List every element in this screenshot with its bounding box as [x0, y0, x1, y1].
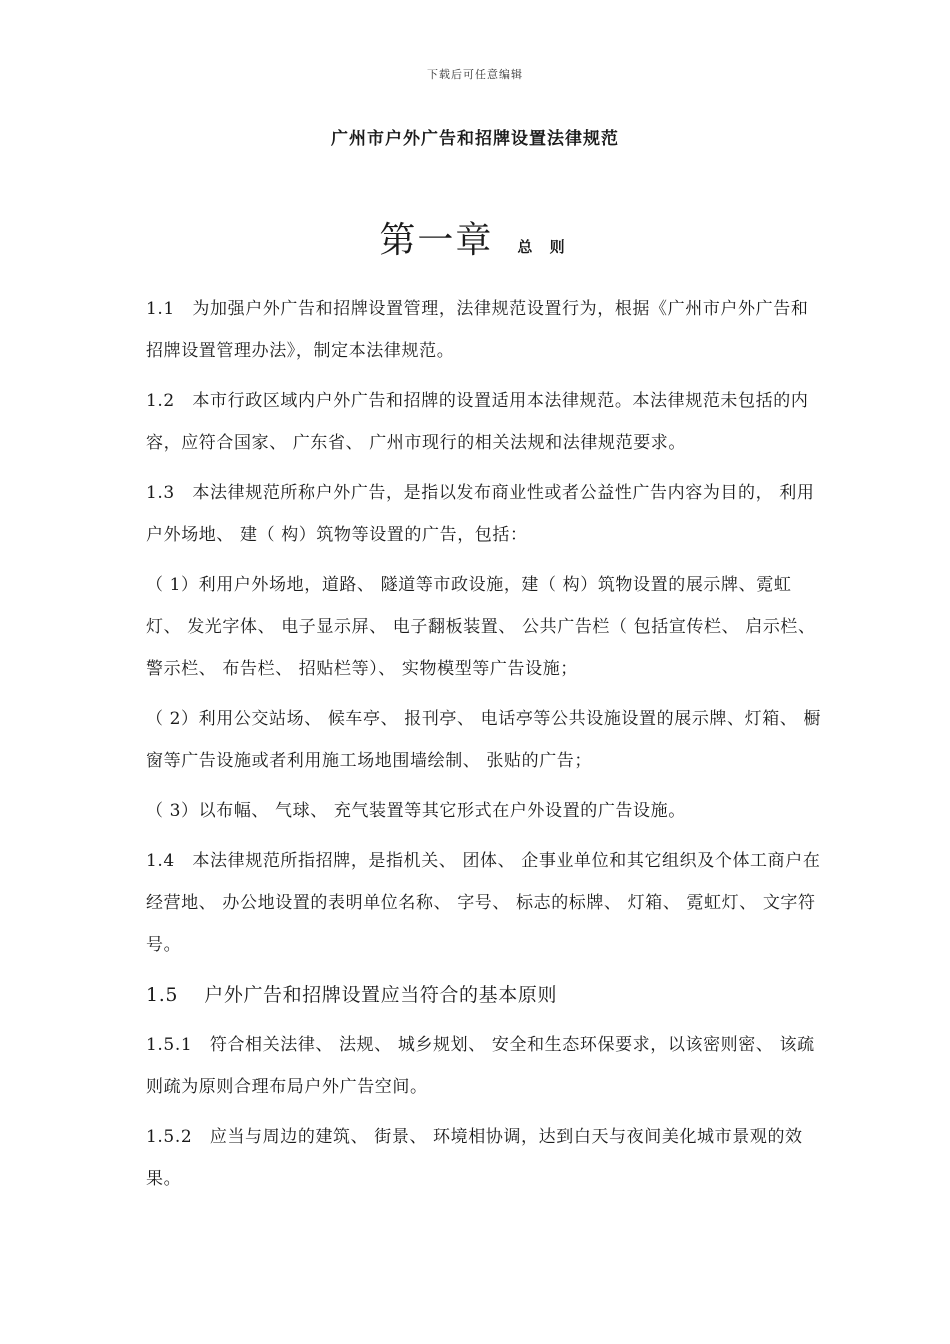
- paragraph-1-3-item-1: （ 1）利用户外场地，道路、 隧道等市政设施，建（ 构）筑物设置的展示牌、霓虹灯、 发光字体、 电子显示屏、 电子翻板装置、 公共广告栏（ 包括宣传栏、 启示栏、 警示栏、 布告栏、 招贴栏等）、 实物模型等广告设施；: [146, 575, 816, 679]
- paragraph-1-5-1: 1.5.1 符合相关法律、 法规、 城乡规划、 安全和生态环保要求，以该密则密、 该疏则疏为原则合理布局户外广告空间。: [146, 1035, 815, 1097]
- paragraph-1-3-item-3: （ 3）以布幅、 气球、 充气装置等其它形式在户外设置的广告设施。: [146, 801, 686, 821]
- paragraph-1-4: 1.4 本法律规范所指招牌，是指机关、 团体、 企事业单位和其它组织及个体工商户在经营地、 办公地设置的表明单位名称、 字号、 标志的标牌、 灯箱、 霓虹灯、 文字符号。: [146, 851, 821, 955]
- chapter-heading: [0, 212, 950, 263]
- paragraph-1-5-2: 1.5.2 应当与周边的建筑、 街景、 环境相协调，达到白天与夜间美化城市景观的效果。: [146, 1127, 803, 1189]
- chapter-title: 总 则: [517, 238, 571, 256]
- paragraph-1-3-item-2: （ 2）利用公交站场、 候车亭、 报刊亭、 电话亭等公共设施设置的展示牌、灯箱、 橱窗等广告设施或者利用施工场地围墙绘制、 张贴的广告；: [146, 709, 822, 771]
- paragraph-1-3: 1.3 本法律规范所称户外广告，是指以发布商业性或者公益性广告内容为目的， 利用户外场地、 建（ 构）筑物等设置的广告，包括：: [146, 483, 815, 545]
- header-note: 下载后可任意编辑: [427, 68, 523, 81]
- body-text: [146, 288, 826, 1208]
- paragraph-1-1: 1.1 为加强户外广告和招牌设置管理，法律规范设置行为，根据《广州市户外广告和招牌设置管理办法》，制定本法律规范。: [146, 299, 809, 361]
- document-title: 广州市户外广告和招牌设置法律规范: [331, 129, 619, 149]
- section-heading-1-5: 1.5 户外广告和招牌设置应当符合的基本原则: [146, 984, 558, 1006]
- chapter-number: 第一章: [379, 220, 494, 261]
- paragraph-1-2: 1.2 本市行政区域内户外广告和招牌的设置适用本法律规范。本法律规范未包括的内容，应符合国家、 广东省、 广州市现行的相关法规和法律规范要求。: [146, 391, 809, 453]
